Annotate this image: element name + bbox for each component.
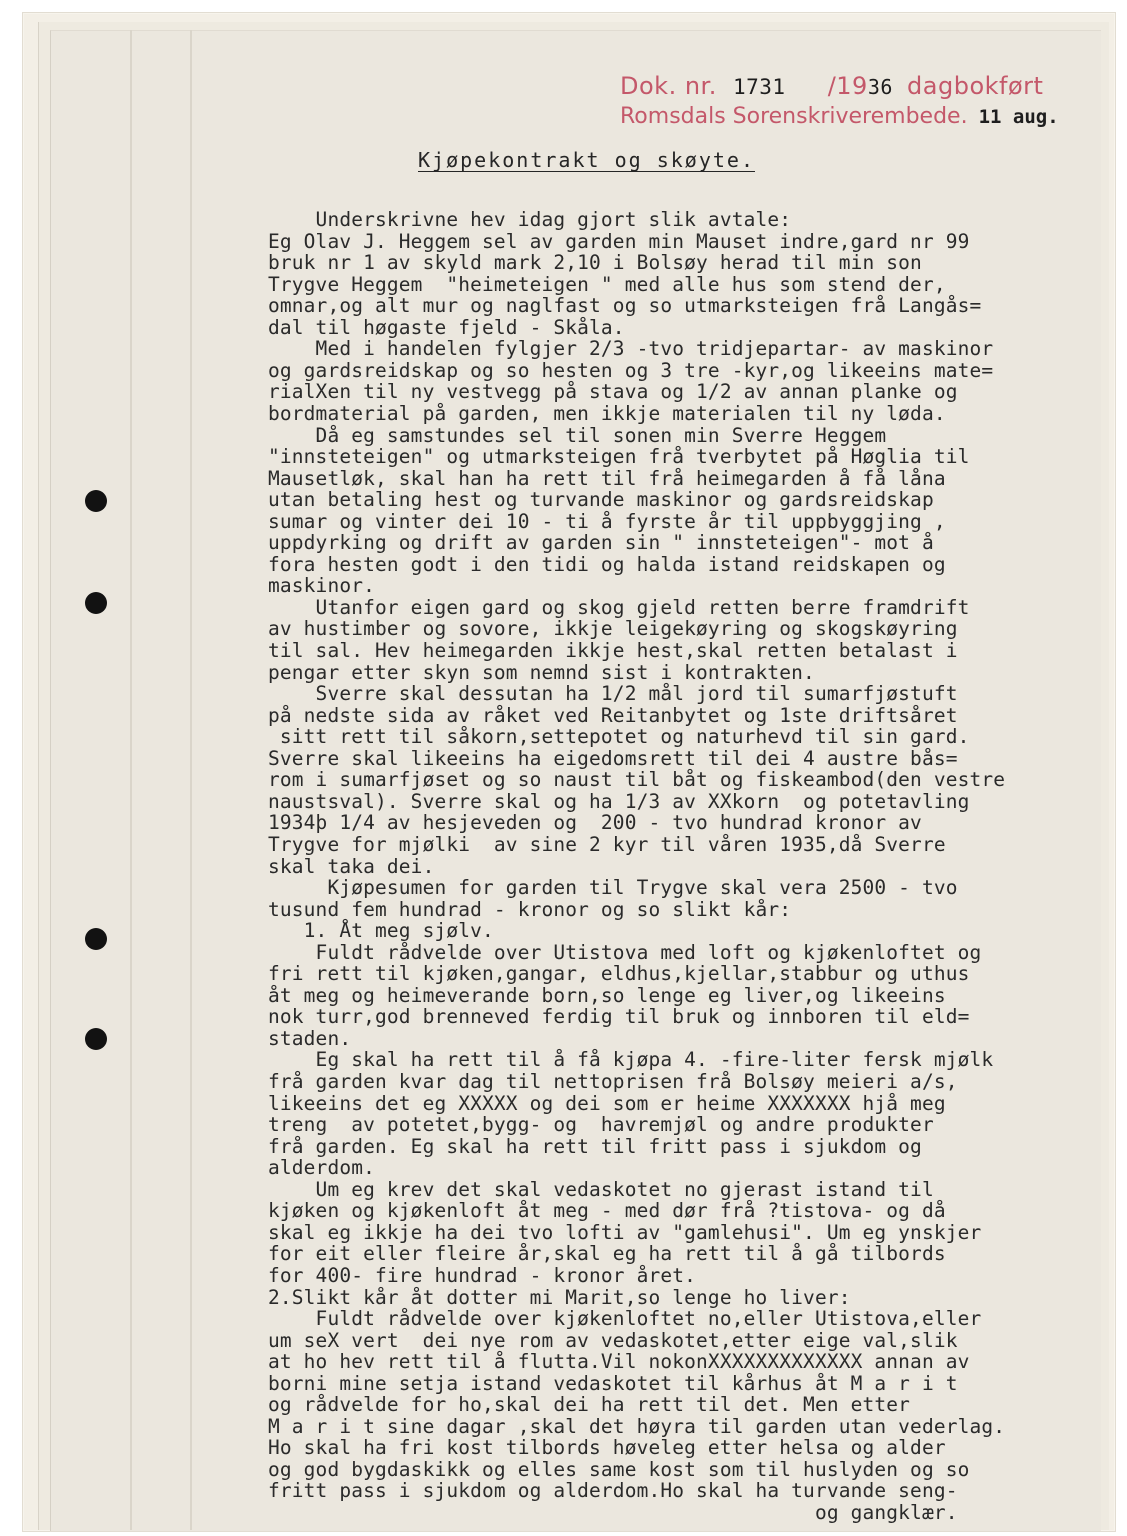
- text-line: Trygve Heggem "heimeteigen " med alle hus som stend der,: [268, 272, 946, 296]
- text-line: Fuldt rådvelde over kjøkenloftet no,eller Utistova,eller: [268, 1307, 982, 1331]
- text-line: maskinor.: [268, 574, 376, 598]
- text-line: Med i handelen fylgjer 2/3 -tvo tridjepartar- av maskinor: [268, 337, 994, 361]
- text-line: pengar etter skyn som nemnd sist i kontrakten.: [268, 660, 815, 684]
- paper-fold-line: [130, 30, 132, 1530]
- text-line: frå garden kvar dag til nettoprisen frå Bolsøy meieri a/s,: [268, 1070, 958, 1093]
- text-line: naustsval). Sverre skal og ha 1/3 av XXkorn og potetavling: [268, 789, 970, 813]
- text-line: tusund fem hundrad - kronor og so slikt kår:: [268, 897, 792, 921]
- text-line: og gangklær.: [268, 1501, 958, 1524]
- text-line: bordmaterial på garden, men ikkje materialen til ny løda.: [268, 401, 946, 425]
- text-line: Ho skal ha fri kost tilbords høveleg etter helsa og alder: [268, 1436, 946, 1460]
- text-line: rom i sumarfjøset og so naust til båt og fiskeambod(den vestre: [268, 768, 1006, 792]
- text-line: Då eg samstundes sel til sonen min Sverre Heggem: [268, 423, 887, 447]
- text-line: Sverre skal likeeins ha eigedomsrett til dei 4 austre bås=: [268, 746, 958, 770]
- text-line: på nedste sida av råket ved Reitanbytet og 1ste driftsåret: [268, 703, 958, 727]
- text-line: treng av potetet,bygg- og havremjøl og andre produkter: [268, 1113, 934, 1137]
- stamp-dok-label: Dok. nr.: [620, 72, 717, 100]
- text-line: Eg skal ha rett til å få kjøpa 4. -fire-liter fersk mjølk: [268, 1048, 994, 1072]
- text-line: 1. Åt meg sjølv.: [268, 919, 494, 943]
- registration-stamp-line2: [620, 104, 1059, 129]
- stamp-dok-number: 1731: [732, 75, 786, 99]
- text-line: Underskrivne hev idag gjort slik avtale:: [268, 208, 792, 231]
- text-line: uppdyrking og drift av garden sin " innsteteigen"- mot å: [268, 531, 934, 555]
- text-line: utan betaling hest og turvande maskinor og gardsreidskap: [268, 488, 934, 512]
- text-line: kjøken og kjøkenloft åt meg - med dør frå ?tistova- og då: [268, 1199, 946, 1223]
- text-line: for 400- fire hundrad - kronor året.: [268, 1263, 697, 1287]
- text-line: 2.Slikt kår åt dotter mi Marit,so lenge ho liver:: [268, 1285, 851, 1309]
- text-line: sitt rett til såkorn,settepotet og naturhevd til sin gard.: [268, 725, 970, 749]
- text-line: nok turr,god brenneved ferdig til bruk og innboren til eld=: [268, 1005, 970, 1029]
- text-line: Sverre skal dessutan ha 1/2 mål jord til sumarfjøstuft: [268, 682, 958, 706]
- text-line: Kjøpesumen for garden til Trygve skal vera 2500 - tvo: [268, 876, 958, 900]
- punch-hole: [85, 592, 107, 614]
- text-line: åt meg og heimeverande born,so lenge eg liver,og likeeins: [268, 983, 946, 1007]
- text-line: fritt pass i sjukdom og alderdom.Ho skal ha turvande seng-: [268, 1479, 958, 1503]
- text-line: Trygve for mjølki av sine 2 kyr til våren 1935,då Sverre: [268, 832, 946, 856]
- text-line: rialXen til ny vestvegg på stava og 1/2 av annan planke og: [268, 380, 958, 404]
- text-line: og gardsreidskap og so hesten og 3 tre -kyr,og likeeins mate=: [268, 358, 994, 382]
- text-line: sumar og vinter dei 10 - ti å fyrste år til uppbyggjing ,: [268, 509, 946, 533]
- text-line: alderdom.: [268, 1156, 376, 1180]
- text-line: fora hesten godt i den tidi og halda istand reidskapen og: [268, 552, 946, 576]
- text-line: Utanfor eigen gard og skog gjeld retten berre framdrift: [268, 595, 970, 619]
- text-line: likeeins det eg XXXXX og dei som er heime XXXXXXX hjå meg: [268, 1091, 946, 1115]
- text-line: frå garden. Eg skal ha rett til fritt pass i sjukdom og: [268, 1134, 922, 1158]
- punch-hole: [85, 490, 107, 512]
- text-line: skal eg ikkje ha dei tvo lofti av "gamlehusi". Um eg ynskjer: [268, 1220, 982, 1244]
- text-line: Mausetløk, skal han ha rett til frå heimegarden å få låna: [268, 466, 946, 490]
- punch-hole: [85, 928, 107, 950]
- text-line: skal taka dei.: [268, 854, 435, 878]
- text-line: til sal. Hev heimegarden ikkje hest,skal retten betalast i: [268, 639, 958, 662]
- document-heading: Kjøpekontrakt og skøyte.: [418, 148, 755, 172]
- stamp-year-prefix: /19: [827, 72, 868, 100]
- text-line: Um eg krev det skal vedaskotet no gjerast istand til: [268, 1177, 934, 1201]
- text-line: Eg Olav J. Heggem sel av garden min Mauset indre,gard nr 99: [268, 229, 970, 253]
- registration-stamp-line1: [620, 72, 1043, 100]
- text-line: for eit eller fleire år,skal eg ha rett til å gå tilbords: [268, 1242, 946, 1266]
- text-line: at ho hev rett til å flutta.Vil nokonXXXXXXXXXXXXX annan av: [268, 1350, 970, 1374]
- text-line: um seX vert dei nye rom av vedaskotet,etter eige val,slik: [268, 1328, 958, 1352]
- text-line: dal til høgaste fjeld - Skåla.: [268, 315, 625, 339]
- stamp-dagbok: dagbokført: [907, 72, 1044, 100]
- text-line: "innsteteigen" og utmarksteigen frå tverbytet på Høglia til: [268, 445, 970, 469]
- text-line: bruk nr 1 av skyld mark 2,10 i Bolsøy herad til min son: [268, 251, 922, 275]
- text-line: fri rett til kjøken,gangar, eldhus,kjellar,stabbur og uthus: [268, 962, 970, 986]
- punch-hole: [85, 1028, 107, 1050]
- text-line: 1934þ 1/4 av hesjeveden og 200 - tvo hundrad kronor av: [268, 811, 922, 835]
- text-line: og god bygdaskikk og elles same kost som til huslyden og so: [268, 1457, 970, 1481]
- text-line: omnar,og alt mur og naglfast og so utmarksteigen frå Langås=: [268, 294, 982, 318]
- text-line: staden.: [268, 1026, 352, 1050]
- stamp-office: Romsdals Sorenskriverembede.: [620, 104, 968, 129]
- text-line: og rådvelde for ho,skal dei ha rett til det. Men etter: [268, 1393, 911, 1417]
- stamp-year-suffix: 36: [867, 75, 893, 99]
- text-line: av hustimber og sovore, ikkje leigekøyring og skogskøyring: [268, 617, 958, 641]
- paper-fold-line: [190, 30, 192, 1530]
- text-line: Fuldt rådvelde over Utistova med loft og kjøkenloftet og: [268, 940, 982, 964]
- text-line: M a r i t sine dagar ,skal det høyra til garden utan vederlag.: [268, 1414, 1006, 1438]
- stamp-date: 11 aug.: [978, 106, 1059, 128]
- text-line: borni mine setja istand vedaskotet til kårhus åt M a r i t: [268, 1371, 958, 1395]
